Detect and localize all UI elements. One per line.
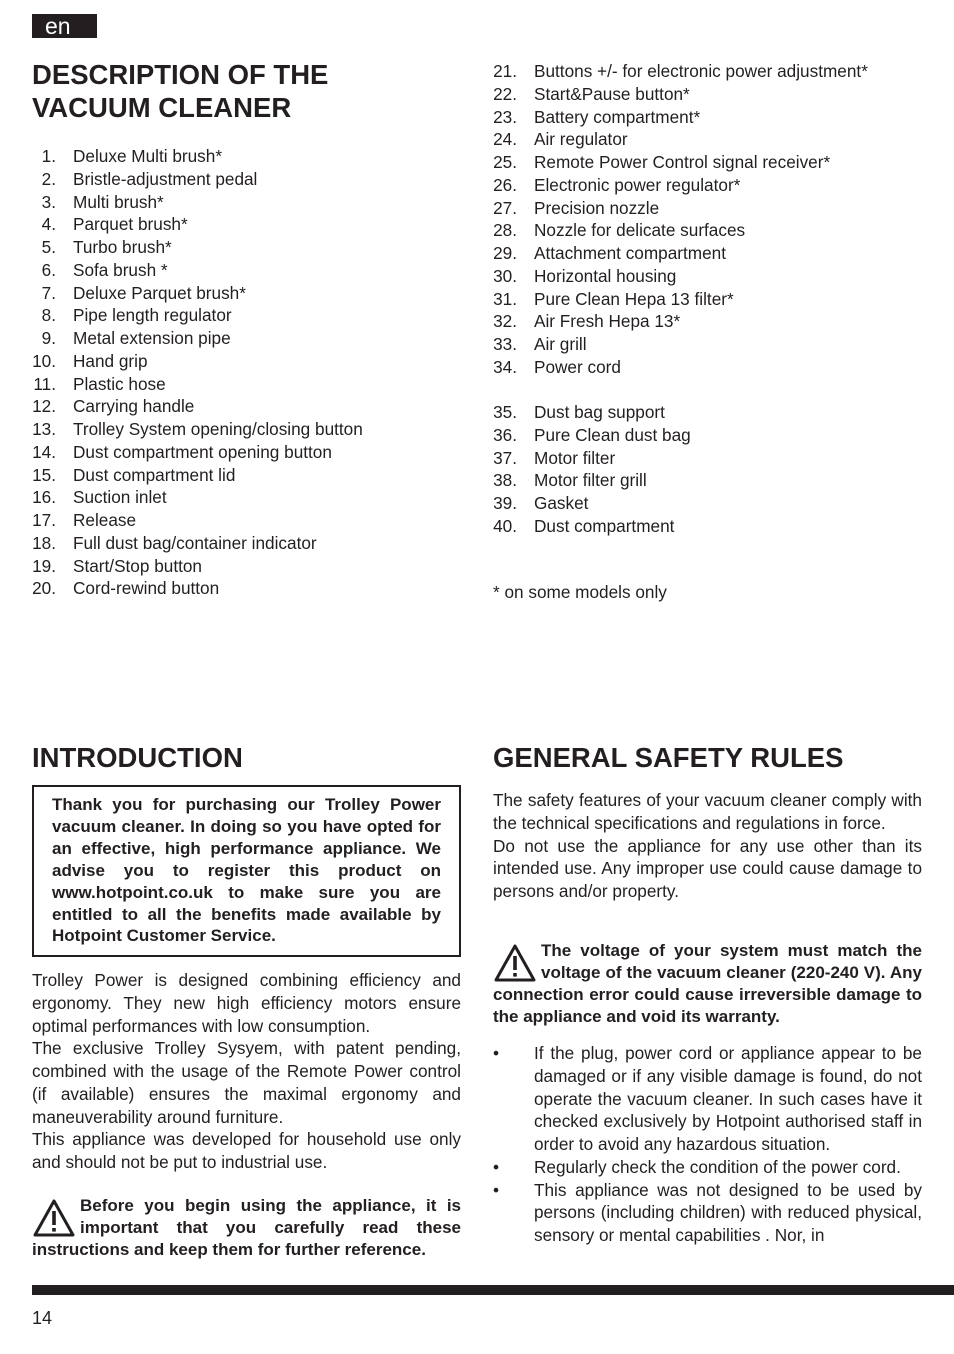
part-number: 28. <box>493 220 517 241</box>
part-list-item <box>493 288 868 311</box>
footer-bar <box>32 1285 954 1295</box>
part-number: 9. <box>41 328 56 348</box>
part-number: 32. <box>493 311 517 332</box>
part-label: Start/Stop button <box>73 555 202 576</box>
part-label: Bristle-adjustment pedal <box>73 168 258 189</box>
part-label: Plastic hose <box>73 373 166 394</box>
warning-icon <box>32 1198 76 1238</box>
part-number: 23. <box>493 106 517 127</box>
part-list-item <box>32 373 363 396</box>
part-label: Dust bag support <box>534 402 665 422</box>
part-list-item <box>493 106 868 129</box>
part-number: 30. <box>493 265 517 286</box>
part-list-item <box>32 395 363 418</box>
part-number: 7. <box>41 282 56 303</box>
part-label: Suction inlet <box>73 487 167 508</box>
intro-box: Thank you for purchasing our Trolley Power vacuum cleaner. In doing so you have opted for an effective, high performance appliance. We advise you to register this product on www.hotpoint.co.uk to make sure you are entitled to all the benefits made available by Hotpoint Customer Service. <box>32 785 461 957</box>
page-number: 14 <box>32 1308 53 1328</box>
part-list-item <box>32 555 363 578</box>
part-label: Motor filter grill <box>534 470 647 491</box>
part-label: Air regulator <box>534 129 628 150</box>
part-list-item <box>32 577 363 600</box>
part-list-item <box>32 145 363 168</box>
part-label: Deluxe Parquet brush* <box>73 282 246 303</box>
part-label: Sofa brush * <box>73 259 168 280</box>
description-title-line1: DESCRIPTION OF THE <box>32 59 329 90</box>
intro-warning <box>32 1195 461 1261</box>
part-number: 22. <box>493 83 517 104</box>
part-label: Gasket <box>534 493 589 513</box>
part-number: 10. <box>32 350 56 371</box>
part-label: Battery compartment* <box>534 106 701 127</box>
part-list-item <box>32 259 363 282</box>
part-number: 40. <box>493 515 517 536</box>
bullet-mark: • <box>493 1043 500 1063</box>
part-list-item <box>493 197 868 220</box>
part-number: 12. <box>32 396 56 417</box>
part-number: 19. <box>32 555 56 576</box>
part-number: 39. <box>493 493 517 513</box>
part-label: Full dust bag/container indicator <box>73 532 317 553</box>
part-label: Release <box>73 510 137 530</box>
introduction-title: INTRODUCTION <box>32 742 243 773</box>
part-list-item <box>493 242 868 265</box>
part-number: 3. <box>41 191 56 212</box>
safety-bullet-text: This appliance was not designed to be used by persons (including children) with reduced physical, sensory or mental capabilities . Nor, in <box>534 1179 922 1245</box>
part-label: Power cord <box>534 356 621 377</box>
part-number: 29. <box>493 243 517 263</box>
part-number: 33. <box>493 334 517 354</box>
part-label: Hand grip <box>73 350 148 371</box>
part-number: 25. <box>493 152 517 172</box>
part-number: 31. <box>493 288 517 309</box>
part-list-item <box>32 191 363 214</box>
part-label: Dust compartment opening button <box>73 441 332 462</box>
description-title <box>32 58 452 124</box>
part-label: Nozzle for delicate surfaces <box>534 220 746 241</box>
part-list-item <box>493 310 868 333</box>
part-number: 21. <box>493 61 517 81</box>
part-list-item <box>32 327 363 350</box>
safety-warning-text: The voltage of your system must match the voltage of the vacuum cleaner (220-240 V). Any connection error could cause irreversible damage to the appliance and void its warranty. <box>493 941 922 1026</box>
part-list-item <box>32 418 363 441</box>
part-number: 17. <box>32 510 56 530</box>
part-number: 20. <box>32 578 56 599</box>
part-label: Buttons +/- for electronic power adjustment* <box>534 61 868 81</box>
part-label: Trolley System opening/closing button <box>73 419 363 439</box>
intro-paragraph: Trolley Power is designed combining efficiency and ergonomy. They new high efficiency motors ensure optimal performances with low consumption. <box>32 970 461 1036</box>
part-number: 18. <box>32 532 56 553</box>
part-number: 2. <box>41 168 56 189</box>
safety-bullet-item <box>493 1156 922 1179</box>
part-number: 35. <box>493 402 517 422</box>
part-list-item <box>493 151 868 174</box>
part-label: Dust compartment <box>534 515 675 536</box>
part-number: 34. <box>493 356 517 377</box>
models-footnote: * on some models only <box>493 582 667 602</box>
intro-paragraph: The exclusive Trolley Sysyem, with patent pending, combined with the usage of the Remote Power control (if available) ensures the maximal ergonomy and maneuverability around furniture. <box>32 1038 461 1127</box>
part-number: 4. <box>41 214 56 235</box>
part-list-item <box>493 469 691 492</box>
part-label: Electronic power regulator* <box>534 174 741 195</box>
part-list-item <box>493 356 868 379</box>
part-list-item <box>32 168 363 191</box>
part-label: Attachment compartment <box>534 243 727 263</box>
part-list-item <box>32 282 363 305</box>
part-number: 8. <box>41 305 56 326</box>
part-number: 5. <box>41 237 56 257</box>
intro-body <box>32 969 461 1174</box>
part-list-item <box>493 174 868 197</box>
part-list-item <box>32 236 363 259</box>
part-label: Pure Clean Hepa 13 filter* <box>534 288 734 309</box>
part-list-item <box>493 401 691 424</box>
part-number: 14. <box>32 441 56 462</box>
intro-warning-text: Before you begin using the appliance, it is important that you carefully read these instructions and keep them for further reference. <box>32 1196 461 1259</box>
part-number: 13. <box>32 419 56 439</box>
part-list-item <box>493 515 691 538</box>
part-number: 11. <box>33 373 56 394</box>
part-list-item <box>32 213 363 236</box>
part-label: Metal extension pipe <box>73 328 231 348</box>
part-list-item <box>493 424 691 447</box>
part-label: Remote Power Control signal receiver* <box>534 152 831 172</box>
part-list-item <box>493 83 868 106</box>
part-number: 38. <box>493 470 517 491</box>
part-number: 36. <box>493 424 517 445</box>
parts-list-right-b <box>493 401 691 538</box>
safety-body <box>493 789 922 903</box>
safety-warning <box>493 940 922 1028</box>
part-number: 26. <box>493 174 517 195</box>
part-number: 16. <box>32 487 56 508</box>
part-list-item <box>32 464 363 487</box>
bullet-mark: • <box>493 1156 500 1177</box>
parts-list-left <box>32 145 363 600</box>
safety-paragraph: Do not use the appliance for any use other than its intended use. Any improper use could cause damage to persons and/or property. <box>493 835 922 901</box>
part-list-item <box>32 441 363 464</box>
part-list-item <box>32 486 363 509</box>
part-number: 24. <box>493 129 517 150</box>
part-label: Cord-rewind button <box>73 578 220 599</box>
part-label: Horizontal housing <box>534 265 677 286</box>
part-number: 37. <box>493 447 517 468</box>
part-list-item <box>32 304 363 327</box>
parts-list-right-a <box>493 60 868 379</box>
safety-paragraph: The safety features of your vacuum cleaner comply with the technical specifications and regulations in force. <box>493 790 922 833</box>
part-list-item <box>493 128 868 151</box>
part-list-item <box>493 219 868 242</box>
language-tag: en <box>32 14 97 38</box>
safety-bullet-text: Regularly check the condition of the power cord. <box>534 1156 901 1177</box>
description-title-line2: VACUUM CLEANER <box>32 92 292 123</box>
part-label: Air Fresh Hepa 13* <box>534 311 681 332</box>
part-label: Motor filter <box>534 447 616 468</box>
part-number: 1. <box>41 146 56 166</box>
intro-paragraph: This appliance was developed for household use only and should not be put to industrial use. <box>32 1129 461 1172</box>
part-label: Precision nozzle <box>534 197 660 218</box>
part-label: Start&Pause button* <box>534 83 690 104</box>
part-label: Dust compartment lid <box>73 464 236 485</box>
part-list-item <box>493 492 691 515</box>
part-label: Parquet brush* <box>73 214 188 235</box>
part-list-item <box>493 265 868 288</box>
part-label: Deluxe Multi brush* <box>73 146 223 166</box>
safety-bullet-item <box>493 1179 922 1247</box>
part-label: Pure Clean dust bag <box>534 424 691 445</box>
part-label: Multi brush* <box>73 191 164 212</box>
safety-title: GENERAL SAFETY RULES <box>493 742 844 773</box>
part-list-item <box>493 447 691 470</box>
part-label: Pipe length regulator <box>73 305 232 326</box>
part-label: Carrying handle <box>73 396 195 417</box>
part-list-item <box>493 333 868 356</box>
part-label: Air grill <box>534 334 587 354</box>
safety-bullet-text: If the plug, power cord or appliance appear to be damaged or if any visible damage is found, do not operate the vacuum cleaner. In such cases have it checked exclusively by Hotpoint authorised staff in order to avoid any hazardous situation. <box>534 1043 922 1154</box>
part-list-item <box>493 60 868 83</box>
part-list-item <box>32 532 363 555</box>
part-list-item <box>32 509 363 532</box>
bullet-mark: • <box>493 1179 500 1200</box>
part-number: 6. <box>41 259 56 280</box>
safety-bullet-item <box>493 1042 922 1156</box>
part-number: 15. <box>32 464 56 485</box>
part-list-item <box>32 350 363 373</box>
part-label: Turbo brush* <box>73 237 172 257</box>
warning-icon <box>493 943 537 983</box>
safety-bullets <box>493 1042 922 1247</box>
part-number: 27. <box>493 197 517 218</box>
